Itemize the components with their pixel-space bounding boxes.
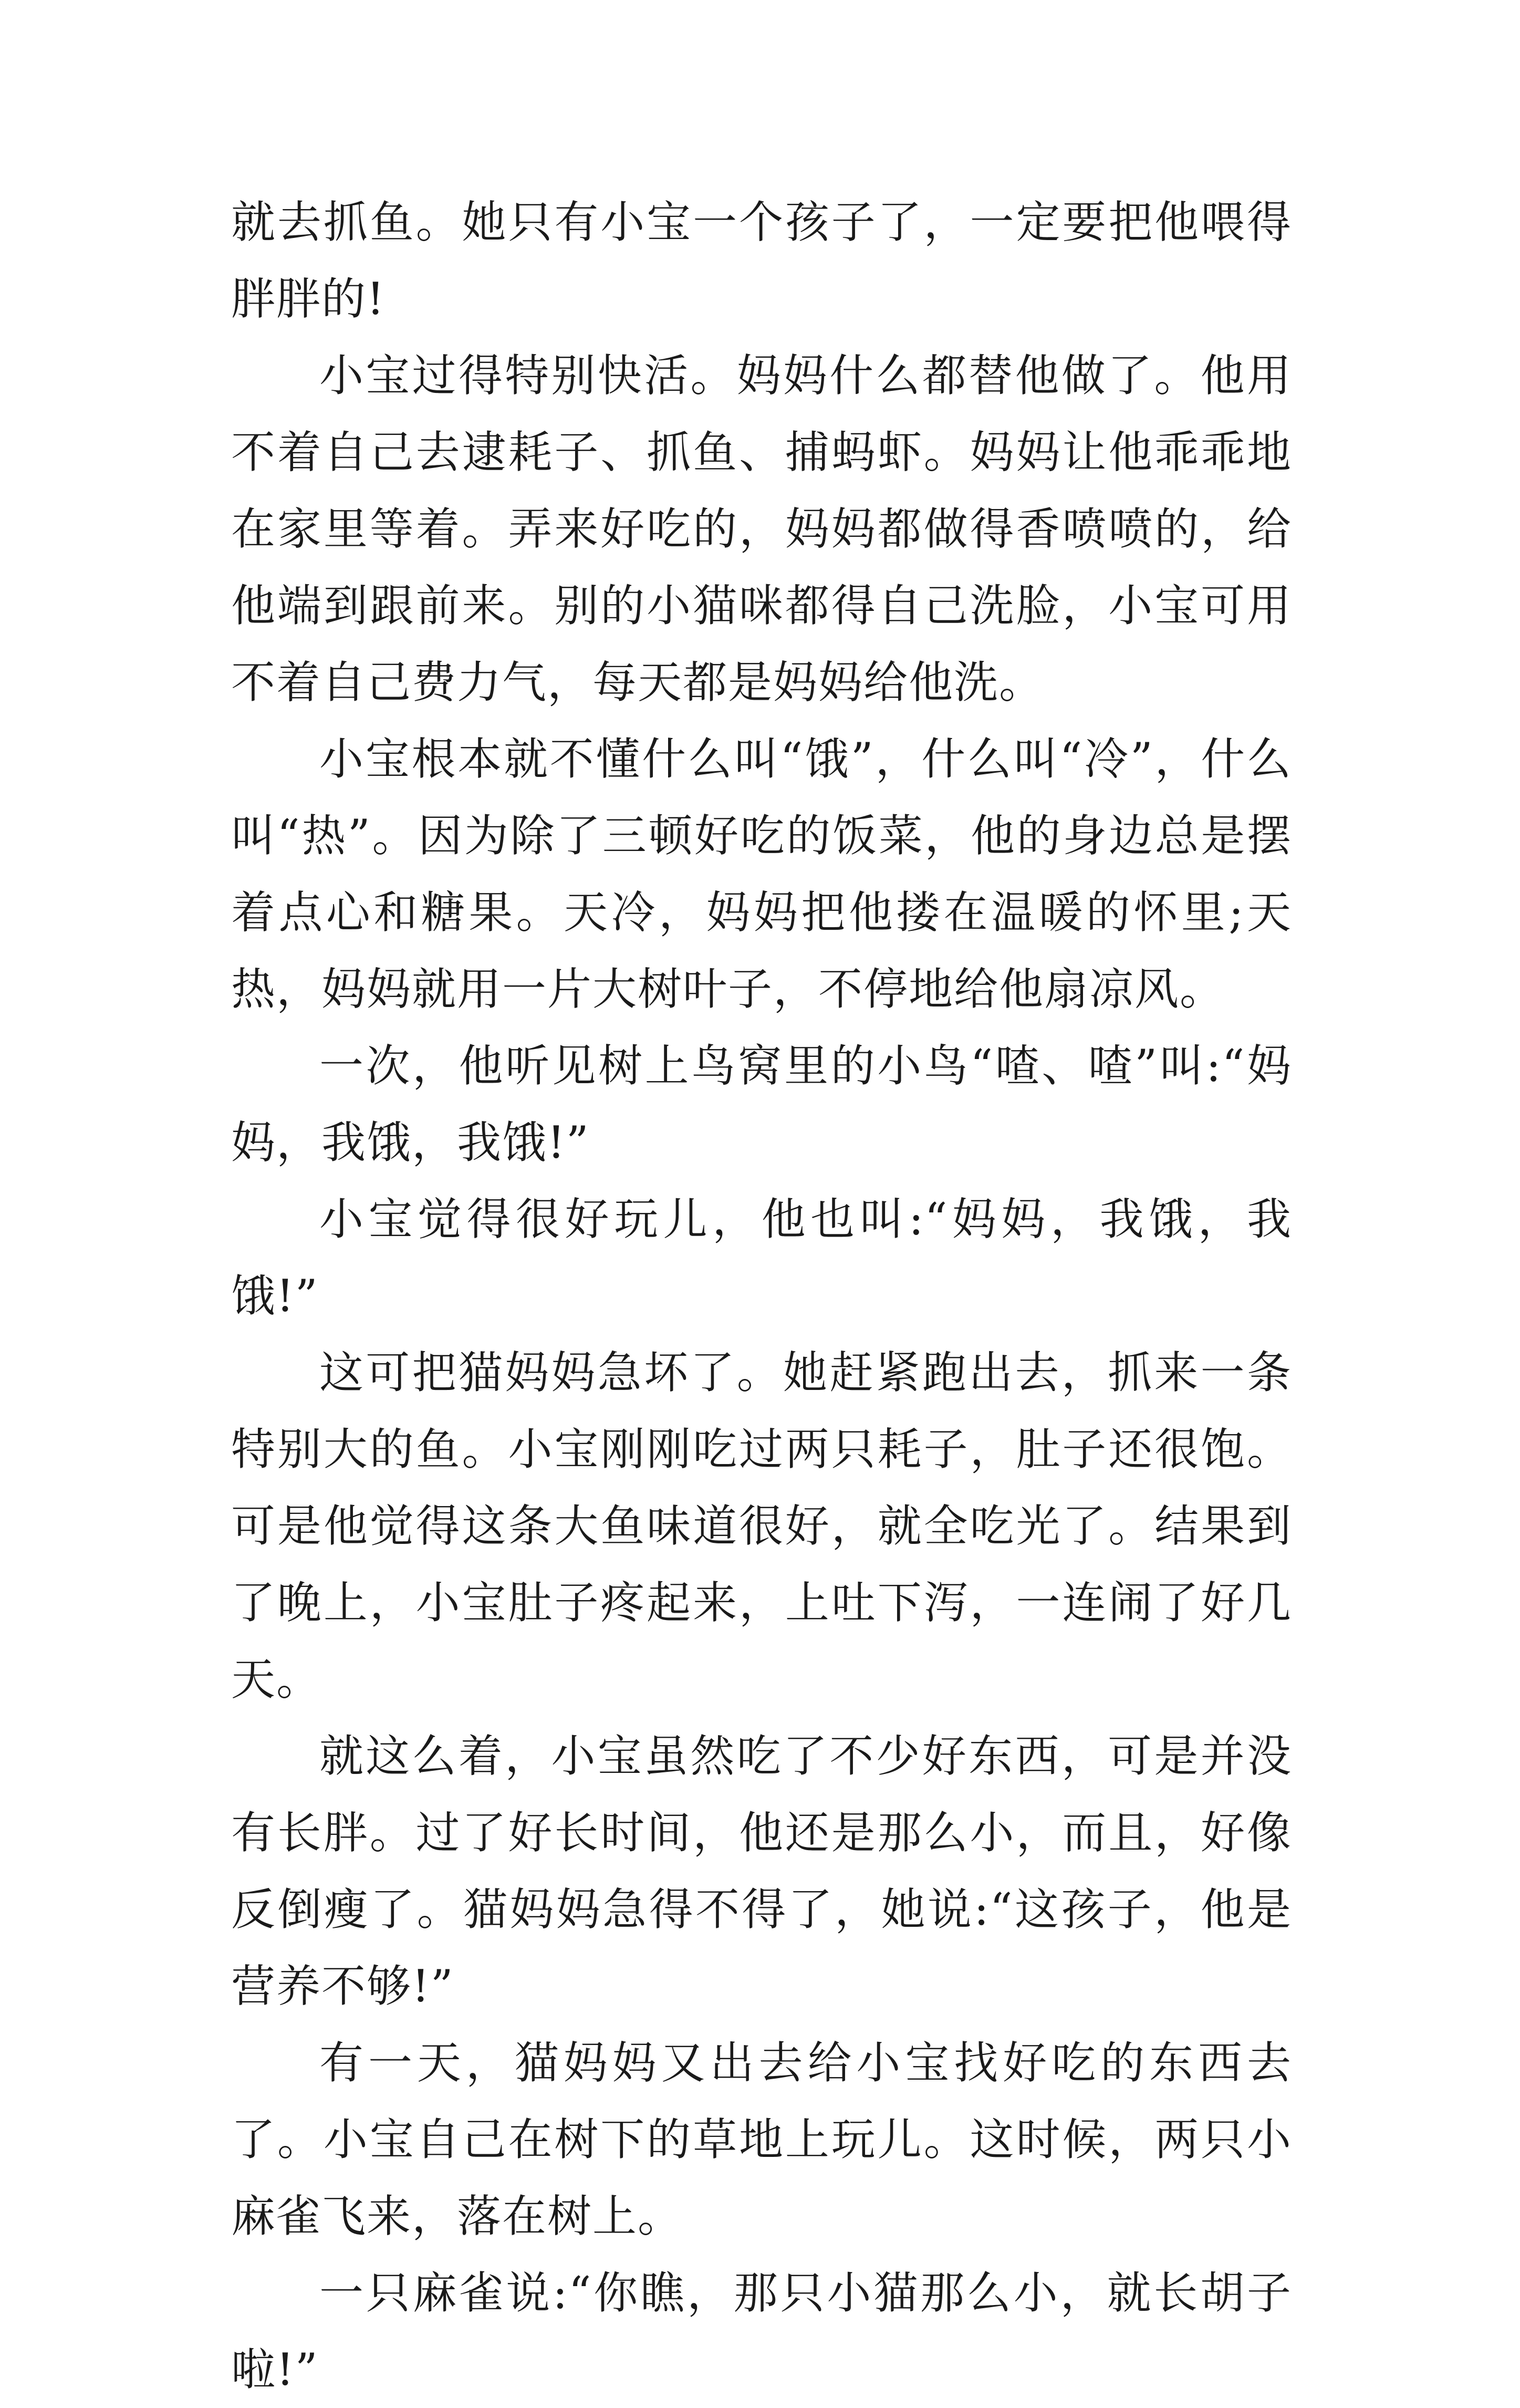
paragraph: 这可把猫妈妈急坏了。她赶紧跑出去，抓来一条特别大的鱼。小宝刚刚吃过两只耗子，肚子还很饱。可是他觉得这条大鱼味道很好，就全吃光了。结果到了晚上，小宝肚子疼起来，上吐下泻，一连闹了好几天。: [231, 1347, 1292, 1705]
paragraph: 就去抓鱼。她只有小宝一个孩子了，一定要把他喂得胖胖的!: [231, 196, 1292, 325]
paragraph: 有一天，猫妈妈又出去给小宝找好吃的东西去了。小宝自己在树下的草地上玩儿。这时候，两只小麻雀飞来，落在树上。: [231, 2037, 1292, 2242]
paragraph: 一次，他听见树上鸟窝里的小鸟“喳、喳”叫:“妈妈，我饿，我饿!”: [231, 1040, 1292, 1168]
paragraph: 小宝根本就不懂什么叫“饿”，什么叫“冷”，什么叫“热”。因为除了三顿好吃的饭菜，他的身边总是摆着点心和糖果。天冷，妈妈把他搂在温暖的怀里;天热，妈妈就用一片大树叶子，不停地给他扇凉风。: [231, 733, 1292, 1015]
paragraph: 小宝过得特别快活。妈妈什么都替他做了。他用不着自己去逮耗子、抓鱼、捕蚂虾。妈妈让他乖乖地在家里等着。弄来好吃的，妈妈都做得香喷喷的，给他端到跟前来。别的小猫咪都得自己洗脸，小宝可用不着自己费力气，每天都是妈妈给他洗。: [231, 350, 1292, 708]
story-text: [231, 184, 1292, 2408]
paragraph: 小宝觉得很好玩儿，他也叫:“妈妈，我饿，我饿!”: [231, 1193, 1292, 1322]
paragraph: 一只麻雀说:“你瞧，那只小猫那么小，就长胡子啦!”: [231, 2267, 1292, 2395]
paragraph: 就这么着，小宝虽然吃了不少好东西，可是并没有长胖。过了好长时间，他还是那么小，而且，好像反倒瘦了。猫妈妈急得不得了，她说:“这孩子，他是营养不够!”: [231, 1730, 1292, 2012]
